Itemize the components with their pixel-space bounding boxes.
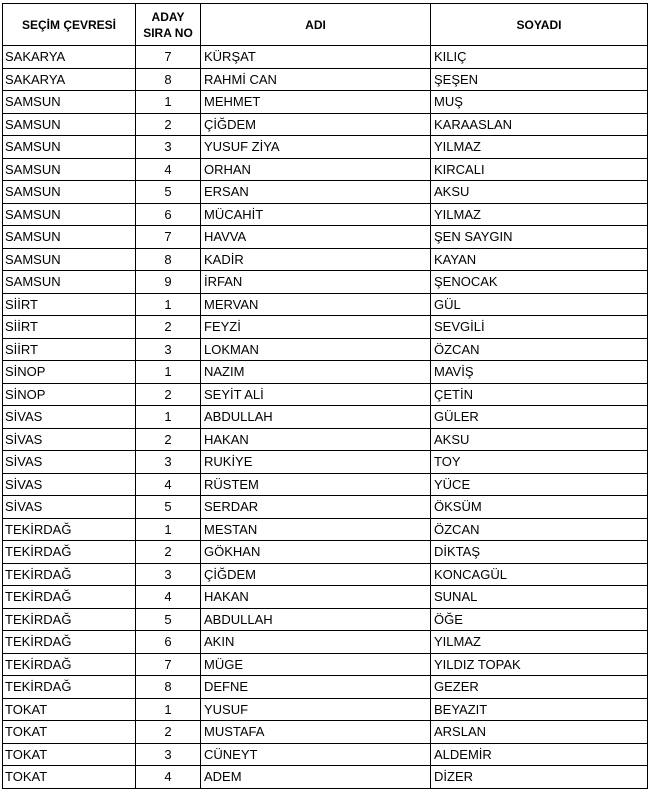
cell-surname: MUŞ [431, 91, 648, 114]
cell-name: HAKAN [201, 586, 431, 609]
cell-name: RAHMİ CAN [201, 68, 431, 91]
cell-name: GÖKHAN [201, 541, 431, 564]
header-order-line1: ADAY [151, 9, 185, 24]
candidate-table-container [2, 3, 648, 789]
cell-district: TEKİRDAĞ [3, 653, 136, 676]
cell-district: SİVAS [3, 451, 136, 474]
cell-district: SİİRT [3, 293, 136, 316]
cell-name: KÜRŞAT [201, 46, 431, 69]
header-order-number [136, 4, 201, 46]
table-row [3, 271, 648, 294]
cell-name: FEYZİ [201, 316, 431, 339]
cell-surname: TOY [431, 451, 648, 474]
cell-surname: YILMAZ [431, 631, 648, 654]
cell-surname: YILDIZ TOPAK [431, 653, 648, 676]
cell-order-number: 4 [136, 158, 201, 181]
cell-district: TEKİRDAĞ [3, 563, 136, 586]
cell-name: MÜGE [201, 653, 431, 676]
cell-order-number: 2 [136, 541, 201, 564]
cell-name: CÜNEYT [201, 743, 431, 766]
cell-name: ORHAN [201, 158, 431, 181]
cell-surname: MAVİŞ [431, 361, 648, 384]
header-surname: SOYADI [431, 4, 648, 46]
cell-order-number: 5 [136, 181, 201, 204]
cell-name: MUSTAFA [201, 721, 431, 744]
cell-order-number: 8 [136, 248, 201, 271]
cell-district: TEKİRDAĞ [3, 541, 136, 564]
cell-district: TOKAT [3, 721, 136, 744]
cell-name: YUSUF ZİYA [201, 136, 431, 159]
cell-name: MEHMET [201, 91, 431, 114]
cell-name: İRFAN [201, 271, 431, 294]
cell-surname: GÜLER [431, 406, 648, 429]
cell-name: ABDULLAH [201, 608, 431, 631]
cell-order-number: 5 [136, 496, 201, 519]
table-row [3, 113, 648, 136]
cell-surname: DİZER [431, 766, 648, 789]
cell-surname: ÖKSÜM [431, 496, 648, 519]
cell-surname: KAYAN [431, 248, 648, 271]
cell-order-number: 3 [136, 136, 201, 159]
cell-order-number: 9 [136, 271, 201, 294]
cell-district: SİNOP [3, 361, 136, 384]
table-row [3, 541, 648, 564]
cell-name: AKIN [201, 631, 431, 654]
cell-name: HAVVA [201, 226, 431, 249]
table-row [3, 46, 648, 69]
cell-district: TEKİRDAĞ [3, 676, 136, 699]
cell-name: SERDAR [201, 496, 431, 519]
cell-surname: KILIÇ [431, 46, 648, 69]
table-row [3, 203, 648, 226]
cell-order-number: 2 [136, 383, 201, 406]
header-order-line2: SIRA NO [143, 25, 193, 40]
table-row [3, 428, 648, 451]
table-row [3, 518, 648, 541]
cell-order-number: 2 [136, 113, 201, 136]
table-row [3, 698, 648, 721]
table-row [3, 766, 648, 789]
table-row [3, 293, 648, 316]
cell-district: SAMSUN [3, 248, 136, 271]
cell-district: TOKAT [3, 698, 136, 721]
cell-order-number: 3 [136, 743, 201, 766]
cell-name: KADİR [201, 248, 431, 271]
table-row [3, 563, 648, 586]
cell-order-number: 1 [136, 698, 201, 721]
cell-name: ABDULLAH [201, 406, 431, 429]
cell-order-number: 1 [136, 406, 201, 429]
table-row [3, 653, 648, 676]
cell-order-number: 4 [136, 473, 201, 496]
table-row [3, 451, 648, 474]
cell-surname: ARSLAN [431, 721, 648, 744]
cell-surname: GÜL [431, 293, 648, 316]
table-row [3, 338, 648, 361]
cell-surname: BEYAZIT [431, 698, 648, 721]
cell-order-number: 5 [136, 608, 201, 631]
cell-order-number: 7 [136, 226, 201, 249]
table-row [3, 383, 648, 406]
cell-district: TEKİRDAĞ [3, 631, 136, 654]
cell-name: MESTAN [201, 518, 431, 541]
cell-district: SİİRT [3, 316, 136, 339]
table-header [3, 4, 648, 46]
cell-surname: ŞEN SAYGIN [431, 226, 648, 249]
table-row [3, 676, 648, 699]
cell-district: SİVAS [3, 496, 136, 519]
cell-order-number: 7 [136, 46, 201, 69]
cell-name: MÜCAHİT [201, 203, 431, 226]
cell-district: SİNOP [3, 383, 136, 406]
cell-district: SAKARYA [3, 68, 136, 91]
table-row [3, 226, 648, 249]
cell-surname: AKSU [431, 181, 648, 204]
table-row [3, 361, 648, 384]
cell-surname: DİKTAŞ [431, 541, 648, 564]
cell-name: HAKAN [201, 428, 431, 451]
cell-district: TOKAT [3, 743, 136, 766]
cell-district: TEKİRDAĞ [3, 518, 136, 541]
cell-surname: GEZER [431, 676, 648, 699]
table-body [3, 46, 648, 789]
cell-order-number: 1 [136, 91, 201, 114]
table-row [3, 608, 648, 631]
cell-name: ERSAN [201, 181, 431, 204]
cell-order-number: 2 [136, 721, 201, 744]
cell-surname: KARAASLAN [431, 113, 648, 136]
cell-name: RUKİYE [201, 451, 431, 474]
cell-surname: ALDEMİR [431, 743, 648, 766]
table-row [3, 743, 648, 766]
cell-surname: ÇETİN [431, 383, 648, 406]
cell-surname: YILMAZ [431, 136, 648, 159]
cell-order-number: 6 [136, 631, 201, 654]
table-row [3, 248, 648, 271]
cell-name: NAZIM [201, 361, 431, 384]
cell-name: LOKMAN [201, 338, 431, 361]
cell-name: DEFNE [201, 676, 431, 699]
cell-district: SAMSUN [3, 181, 136, 204]
table-row [3, 586, 648, 609]
cell-order-number: 7 [136, 653, 201, 676]
table-row [3, 68, 648, 91]
header-district: SEÇİM ÇEVRESİ [3, 4, 136, 46]
cell-district: SAMSUN [3, 203, 136, 226]
cell-district: SAMSUN [3, 136, 136, 159]
cell-order-number: 4 [136, 586, 201, 609]
table-row [3, 631, 648, 654]
cell-surname: KONCAGÜL [431, 563, 648, 586]
header-name: ADI [201, 4, 431, 46]
table-row [3, 316, 648, 339]
table-row [3, 181, 648, 204]
cell-order-number: 2 [136, 428, 201, 451]
cell-surname: ÖZCAN [431, 338, 648, 361]
cell-district: SAMSUN [3, 226, 136, 249]
cell-district: SAKARYA [3, 46, 136, 69]
cell-name: ÇİĞDEM [201, 113, 431, 136]
cell-surname: ŞEŞEN [431, 68, 648, 91]
cell-district: TOKAT [3, 766, 136, 789]
cell-name: RÜSTEM [201, 473, 431, 496]
cell-order-number: 6 [136, 203, 201, 226]
cell-district: TEKİRDAĞ [3, 608, 136, 631]
cell-name: YUSUF [201, 698, 431, 721]
cell-surname: YILMAZ [431, 203, 648, 226]
cell-order-number: 4 [136, 766, 201, 789]
cell-name: MERVAN [201, 293, 431, 316]
cell-name: SEYİT ALİ [201, 383, 431, 406]
table-row [3, 136, 648, 159]
cell-order-number: 8 [136, 676, 201, 699]
cell-order-number: 1 [136, 518, 201, 541]
cell-district: SİVAS [3, 428, 136, 451]
cell-order-number: 1 [136, 293, 201, 316]
header-row [3, 4, 648, 46]
table-row [3, 91, 648, 114]
cell-order-number: 8 [136, 68, 201, 91]
cell-surname: ÖĞE [431, 608, 648, 631]
table-row [3, 158, 648, 181]
table-row [3, 721, 648, 744]
cell-district: SİVAS [3, 406, 136, 429]
table-row [3, 473, 648, 496]
cell-order-number: 3 [136, 563, 201, 586]
cell-surname: ÖZCAN [431, 518, 648, 541]
cell-surname: SUNAL [431, 586, 648, 609]
cell-district: SAMSUN [3, 113, 136, 136]
cell-district: SAMSUN [3, 91, 136, 114]
cell-district: SAMSUN [3, 271, 136, 294]
table-row [3, 496, 648, 519]
cell-order-number: 3 [136, 451, 201, 474]
cell-surname: AKSU [431, 428, 648, 451]
cell-order-number: 3 [136, 338, 201, 361]
cell-surname: YÜCE [431, 473, 648, 496]
candidate-table [2, 3, 648, 789]
cell-surname: ŞENOCAK [431, 271, 648, 294]
cell-name: ADEM [201, 766, 431, 789]
cell-district: TEKİRDAĞ [3, 586, 136, 609]
cell-district: SAMSUN [3, 158, 136, 181]
cell-name: ÇİĞDEM [201, 563, 431, 586]
cell-district: SİVAS [3, 473, 136, 496]
cell-order-number: 1 [136, 361, 201, 384]
cell-order-number: 2 [136, 316, 201, 339]
cell-district: SİİRT [3, 338, 136, 361]
cell-surname: KIRCALI [431, 158, 648, 181]
table-row [3, 406, 648, 429]
cell-surname: SEVGİLİ [431, 316, 648, 339]
